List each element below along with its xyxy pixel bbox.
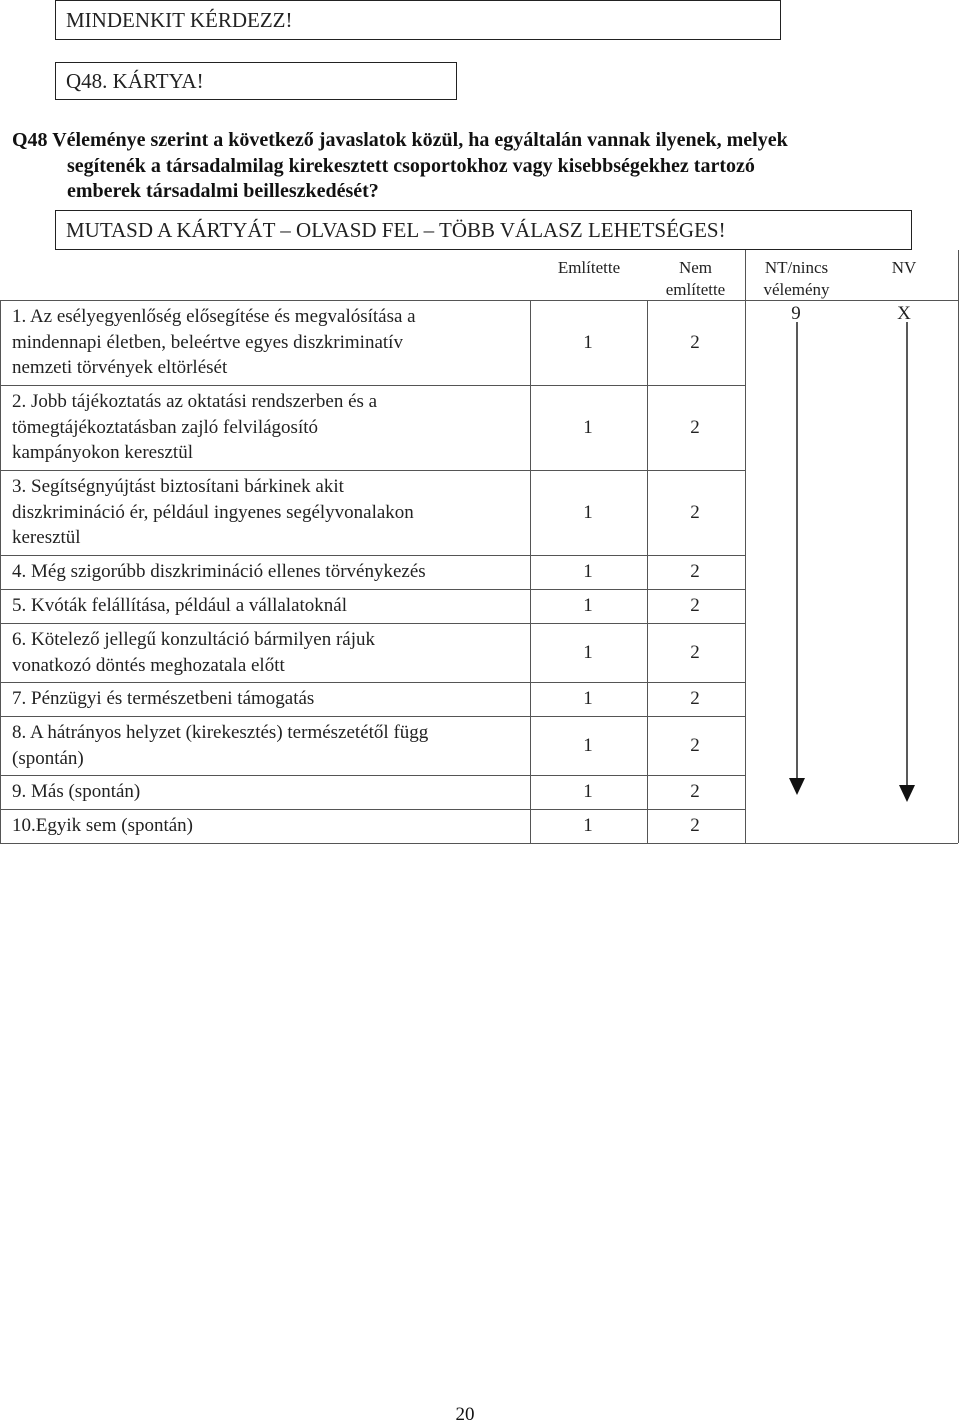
option-label-line: 2. Jobb tájékoztatás az oktatási rendszerben és a	[12, 391, 378, 412]
code-not-mentioned[interactable]: 2	[690, 332, 700, 353]
code-not-mentioned[interactable]: 2	[690, 781, 700, 802]
option-label-line: 8. A hátrányos helyzet (kirekesztés) természetétől függ	[12, 722, 429, 743]
option-label-line: vonatkozó döntés meghozatala előtt	[12, 654, 285, 676]
code-not-mentioned[interactable]: 2	[690, 417, 700, 438]
option-label-line: 10.Egyik sem (spontán)	[12, 815, 194, 836]
arrow-head-no-answer	[899, 785, 915, 802]
option-label-line: keresztül	[12, 527, 81, 548]
option-label-line: 5. Kvóták felállítása, például a vállalatoknál	[12, 595, 348, 616]
code-no-answer: X	[897, 303, 911, 324]
instruction-show-card-text: MUTASD A KÁRTYÁT – OLVASD FEL – TÖBB VÁLASZ LEHETSÉGES!	[66, 217, 726, 242]
question-line-2: segítenék a társadalmilag kirekesztett csoportokhoz vagy kisebbségekhez tartozó	[67, 154, 755, 177]
code-mentioned[interactable]: 1	[583, 502, 593, 523]
option-label-line: diszkrimináció ér, például ingyenes segélyvonalakon	[12, 501, 414, 523]
column-header-not-mentioned-line-2: említette	[665, 280, 726, 299]
instruction-card-text: Q48. KÁRTYA!	[66, 68, 204, 93]
code-mentioned[interactable]: 1	[583, 642, 593, 663]
code-not-mentioned[interactable]: 2	[690, 502, 700, 523]
code-dont-know: 9	[791, 303, 801, 324]
code-mentioned[interactable]: 1	[583, 815, 593, 836]
code-not-mentioned[interactable]: 2	[690, 815, 700, 836]
column-header-no-answer-text: NV	[891, 258, 917, 277]
option-label-line: 6. Kötelező jellegű konzultáció bármilyen rájuk	[12, 629, 375, 650]
question-line-3: emberek társadalmi beilleszkedését?	[67, 180, 379, 202]
code-mentioned[interactable]: 1	[583, 417, 593, 438]
code-not-mentioned[interactable]: 2	[690, 595, 700, 616]
option-label-line: tömegtájékoztatásban zajló felvilágosító	[12, 416, 319, 438]
option-label-line: 1. Az esélyegyenlőség elősegítése és megvalósítása a	[12, 306, 416, 327]
option-label-line: 9. Más (spontán)	[12, 781, 141, 802]
option-label-line: kampányokon keresztül	[12, 442, 193, 463]
option-label-line: 4. Még szigorúbb diszkrimináció ellenes törvénykezés	[12, 561, 426, 582]
option-label-line: nemzeti törvények eltörlését	[12, 357, 228, 378]
code-mentioned[interactable]: 1	[583, 561, 593, 582]
column-header-dont-know-line-1: NT/nincs	[764, 258, 829, 277]
code-mentioned[interactable]: 1	[583, 735, 593, 756]
option-label-line: 3. Segítségnyújtást biztosítani bárkinek akit	[12, 476, 344, 497]
arrow-head-dont-know	[789, 778, 805, 795]
code-not-mentioned[interactable]: 2	[690, 561, 700, 582]
column-header-dont-know-line-2: vélemény	[763, 280, 830, 299]
table-row-rule	[0, 843, 958, 844]
code-mentioned[interactable]: 1	[583, 688, 593, 709]
option-label-line: (spontán)	[12, 747, 84, 769]
column-header-not-mentioned-line-1: Nem	[678, 258, 713, 277]
option-label-line: mindennapi életben, beleértve egyes diszkriminatív	[12, 331, 403, 353]
column-header-mentioned-text: Említette	[557, 258, 621, 277]
code-mentioned[interactable]: 1	[583, 781, 593, 802]
code-not-mentioned[interactable]: 2	[690, 642, 700, 663]
question-line-1: Q48 Véleménye szerint a következő javaslatok közül, ha egyáltalán vannak ilyenek, melyek	[12, 129, 788, 151]
code-not-mentioned[interactable]: 2	[690, 735, 700, 756]
instruction-ask-all-text: MINDENKIT KÉRDEZZ!	[66, 7, 293, 32]
code-mentioned[interactable]: 1	[583, 595, 593, 616]
option-label-line: 7. Pénzügyi és természetbeni támogatás	[12, 688, 315, 709]
code-mentioned[interactable]: 1	[583, 332, 593, 353]
page-number: 20	[455, 1404, 475, 1425]
code-not-mentioned[interactable]: 2	[690, 688, 700, 709]
